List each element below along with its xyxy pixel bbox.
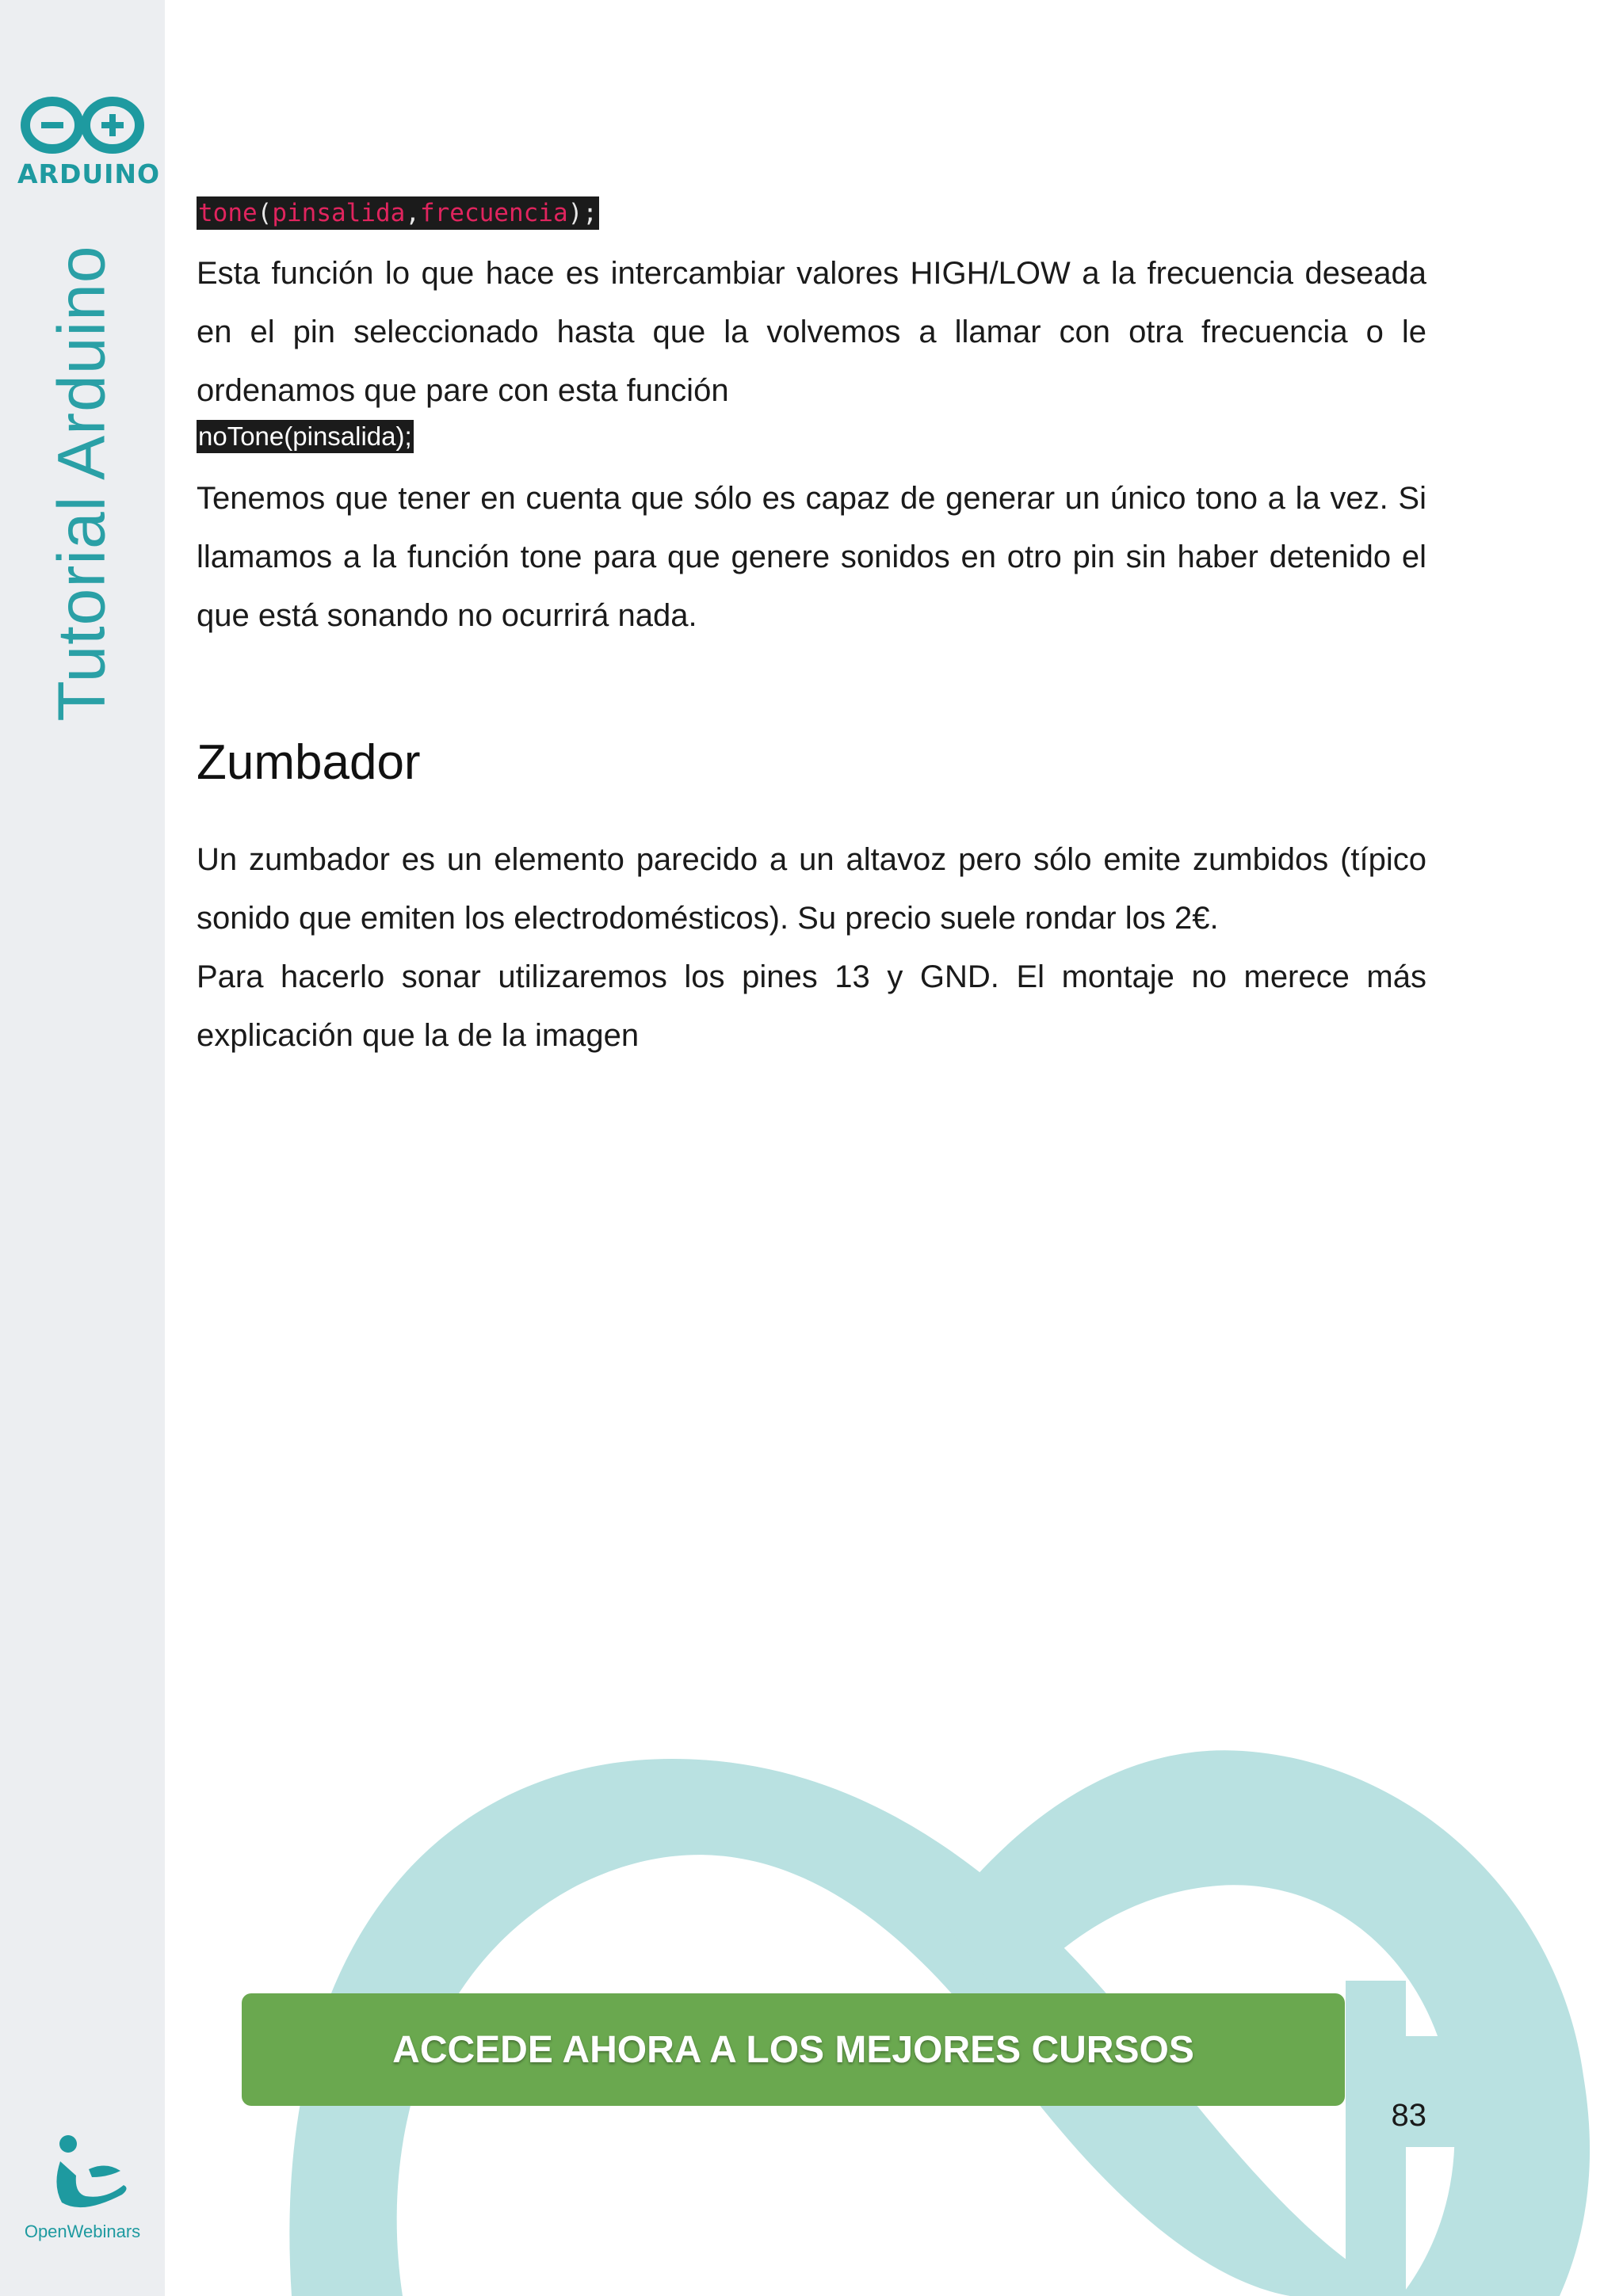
page-number: 83: [1391, 2098, 1426, 2133]
code-fn-name: tone: [198, 199, 258, 227]
code-tone: [197, 196, 599, 230]
cta-button[interactable]: ACCEDE AHORA A LOS MEJORES CURSOS: [242, 1993, 1345, 2106]
arduino-infinity-icon: [17, 93, 147, 157]
paragraph: Para hacerlo sonar utilizaremos los pines 13 y GND. El montaje no merece más explicación que la de la imagen: [197, 959, 1426, 1053]
paragraph: Tenemos que tener en cuenta que sólo es capaz de generar un único tono a la vez. Si llamamos a la función tone para que genere sonidos en otro pin sin haber detenido el que está sonando no ocurrirá nada.: [197, 481, 1426, 633]
paragraph: Esta función lo que hace es intercambiar valores HIGH/LOW a la frecuencia deseada en el pin seleccionado hasta que la volvemos a llamar con otra frecuencia o le ordenamos que pare con esta función: [197, 256, 1426, 408]
arduino-logo-text: ARDUINO: [17, 158, 161, 189]
code-punct: ,: [405, 199, 420, 227]
code-arg: pinsalida: [272, 199, 406, 227]
openwebinars-logo: [19, 2130, 146, 2241]
main-content: [197, 196, 1426, 1065]
openwebinars-icon: [19, 2130, 146, 2218]
code-arg: frecuencia: [419, 199, 568, 227]
code-punct: );: [567, 199, 598, 227]
sidebar: [0, 0, 165, 2296]
section-heading: Zumbador: [197, 735, 421, 790]
vertical-title: Tutorial Arduino: [44, 245, 119, 722]
code-notone: noTone(pinsalida);: [197, 420, 414, 453]
code-punct: (: [257, 199, 273, 227]
arduino-logo: [17, 93, 161, 189]
paragraph: Un zumbador es un elemento parecido a un altavoz pero sólo emite zumbidos (típico sonido que emiten los electrodomésticos). Su precio suele rondar los 2€.: [197, 842, 1426, 936]
openwebinars-logo-text: OpenWebinars: [24, 2222, 141, 2241]
